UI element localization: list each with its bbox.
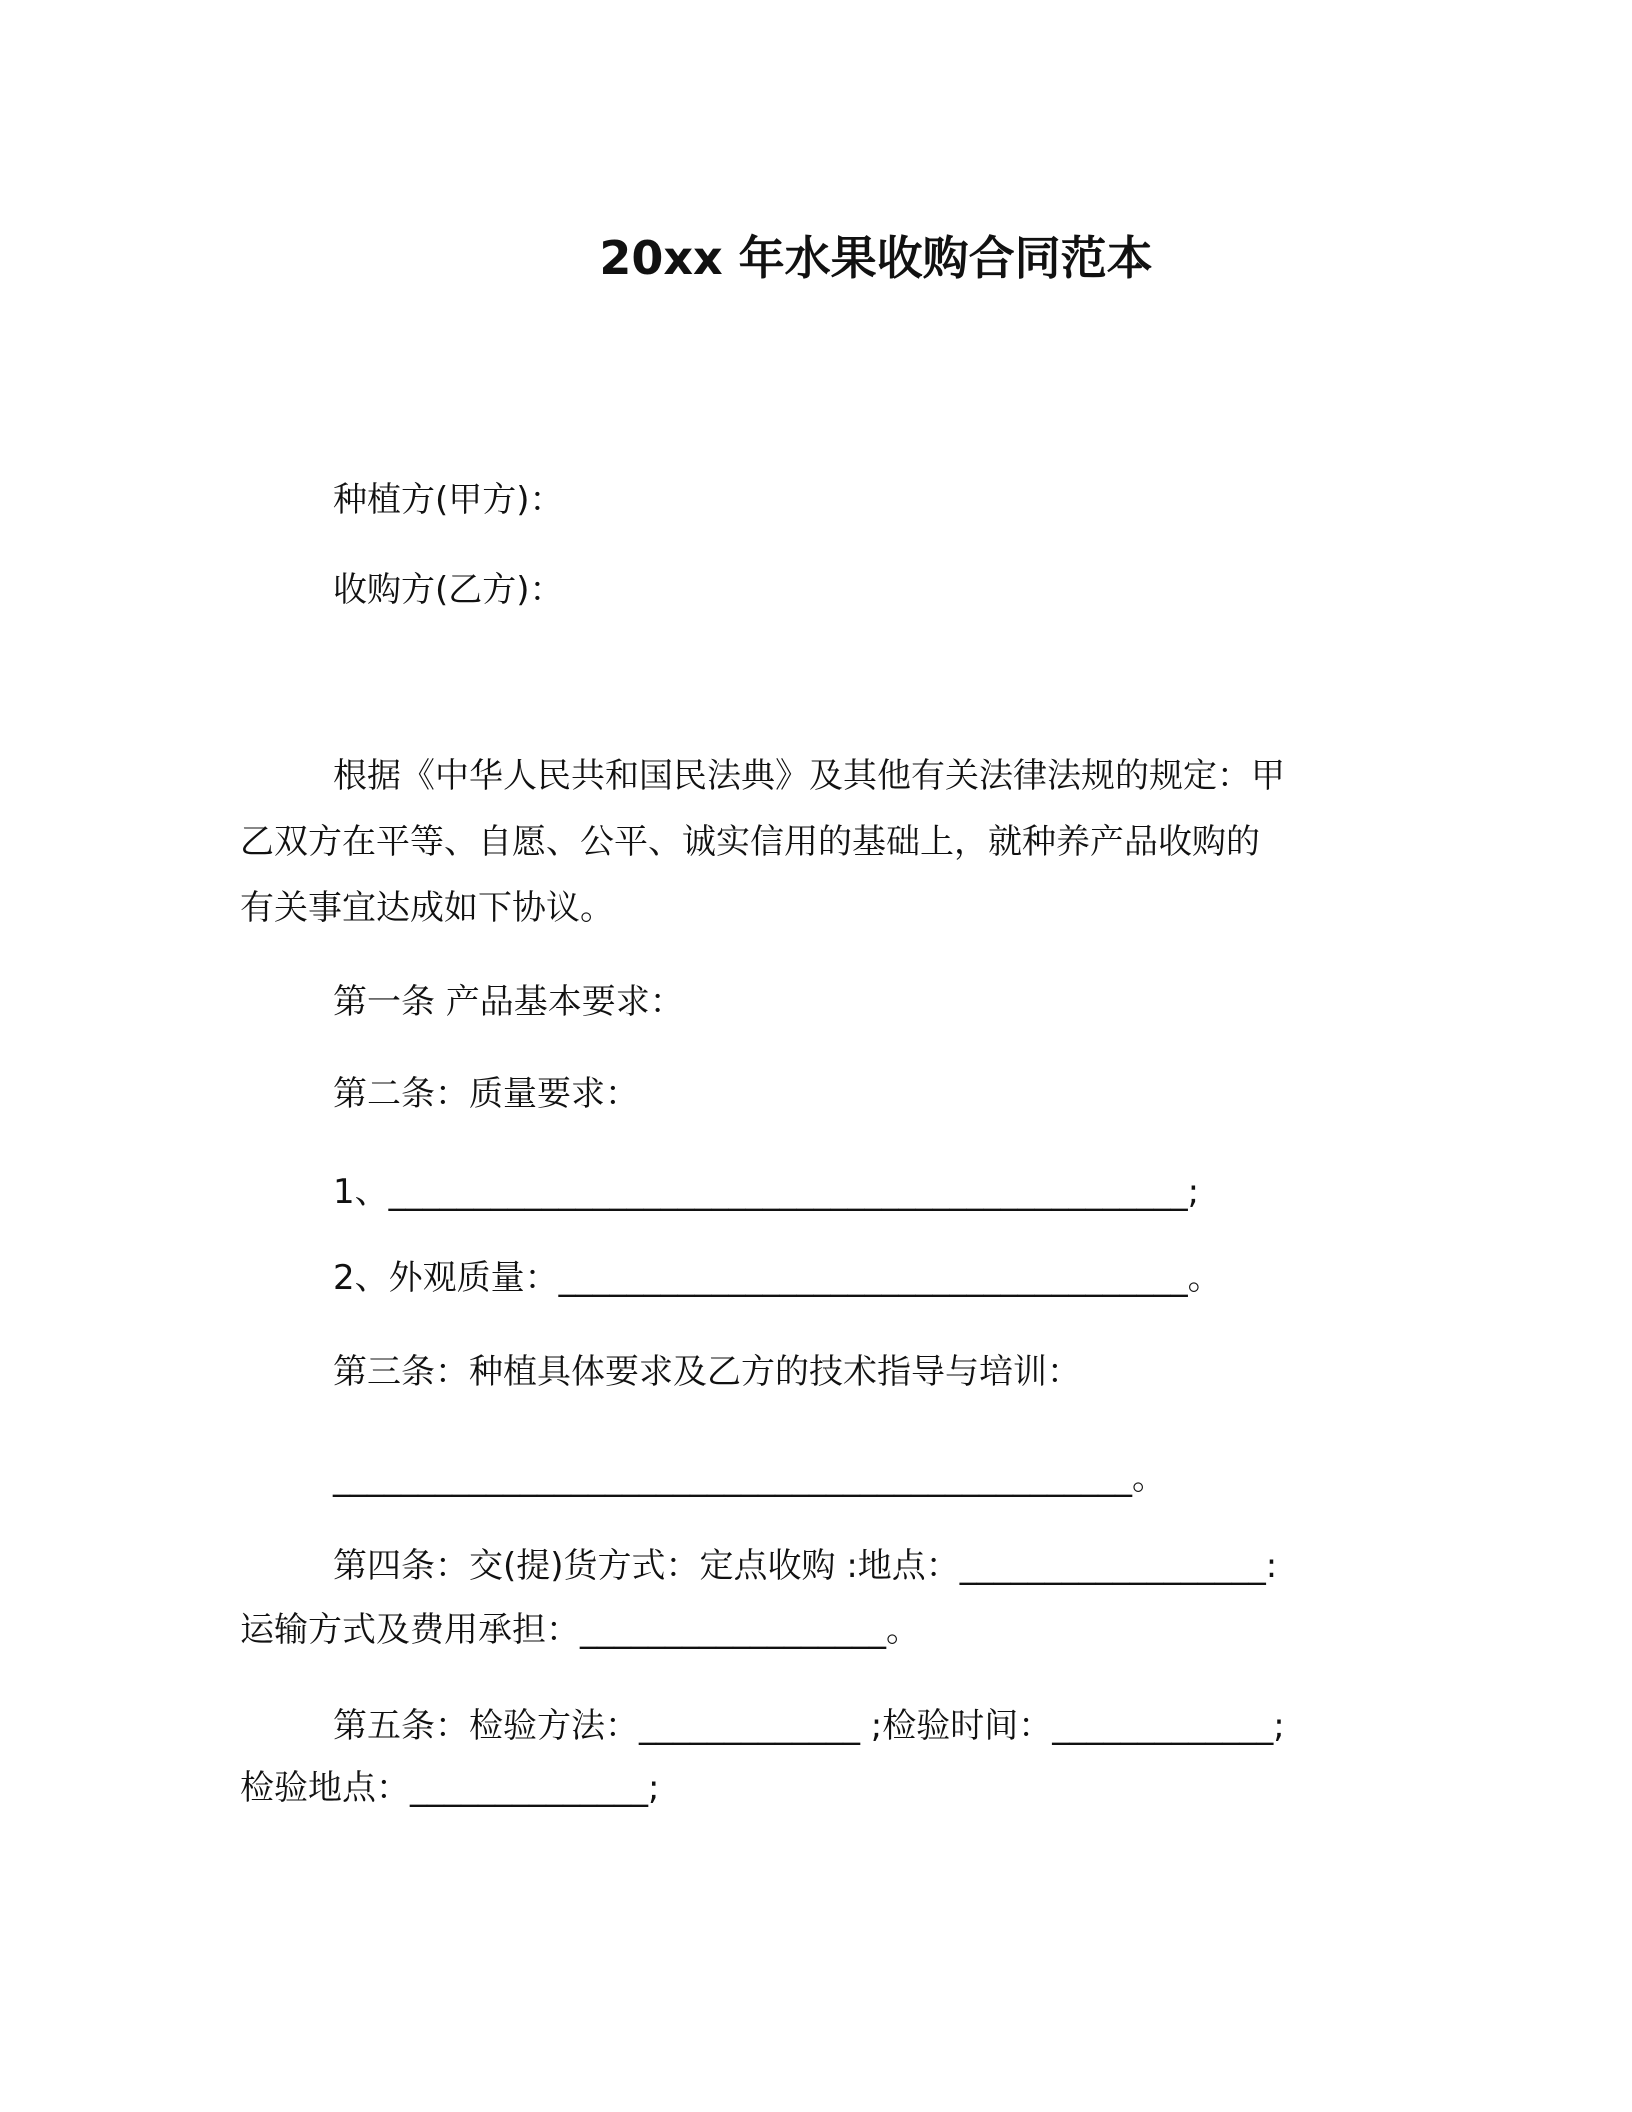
article-3-blank: _______________________________________________。 xyxy=(333,1458,1166,1498)
article-1: 第一条 产品基本要求： xyxy=(333,982,684,1022)
preamble-line-3: 有关事宜达成如下协议。 xyxy=(240,888,614,928)
article-3: 第三条：种植具体要求及乙方的技术指导与培训： xyxy=(333,1352,1081,1392)
party-a-label: 种植方(甲方)： xyxy=(333,480,564,520)
quality-item-1: 1、_______________________________________________; xyxy=(333,1172,1200,1212)
article-5-line-2: 检验地点：______________; xyxy=(240,1768,660,1808)
party-b-label: 收购方(乙方)： xyxy=(333,570,564,610)
article-5-line-1: 第五条：检验方法：_____________ ;检验时间：_____________; xyxy=(333,1706,1285,1746)
quality-item-2: 2、外观质量：_____________________________________。 xyxy=(333,1258,1222,1298)
preamble-line-2: 乙双方在平等、自愿、公平、诚实信用的基础上，就种养产品收购的 xyxy=(240,822,1260,862)
article-4-line-2: 运输方式及费用承担：__________________。 xyxy=(240,1610,920,1650)
article-2: 第二条：质量要求： xyxy=(333,1074,639,1114)
article-4-line-1: 第四条：交(提)货方式：定点收购 :地点：__________________: xyxy=(333,1546,1278,1586)
document-title: 20xx 年水果收购合同范本 xyxy=(599,231,1153,285)
preamble-line-1: 根据《中华人民共和国民法典》及其他有关法律法规的规定：甲 xyxy=(333,756,1285,796)
